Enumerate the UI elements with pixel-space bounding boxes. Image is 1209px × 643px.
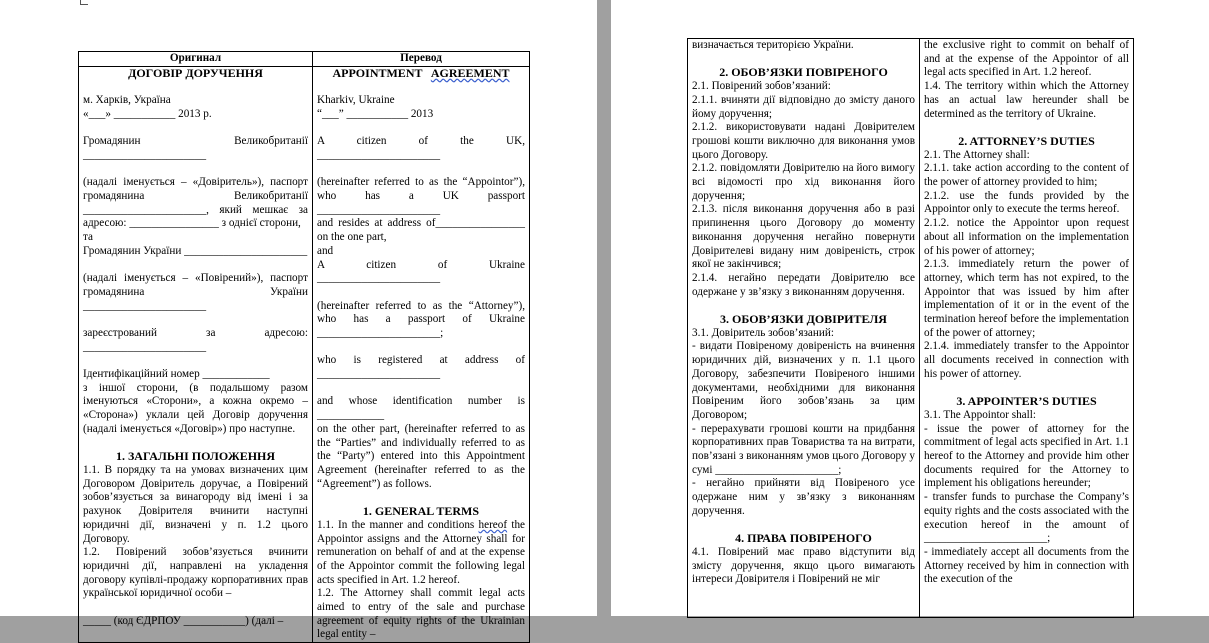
text-block: A citizen of Ukraine ______________________ <box>317 258 525 285</box>
text-block: визначається територією України. <box>692 39 854 51</box>
text-block: (надалі іменується – «Повірений»), паспорт громадянина України ______________________ <box>83 272 308 312</box>
text-block: «___» ___________ 2013 р. <box>83 107 212 120</box>
spellcheck-word: AGREEMENT <box>430 65 510 80</box>
page-corner-mark <box>80 0 88 5</box>
text-block: (hereinafter referred to as the “Appointor”), who has a UK passport ______________________ <box>317 176 525 216</box>
text-block: - issue the power of attorney for the commitment of legal acts specified in Art. 1.1 hereof to the Attorney and provide him other documents required for the Attorney to implement his obligations hereunder; <box>924 422 1129 490</box>
text-block: 2.1. Повірений зобов’язаний: <box>692 80 831 93</box>
text-block: and resides at address of________________ on the one part, <box>317 217 525 244</box>
text-block: and whose identification number is ____________ <box>317 395 525 422</box>
text-block: 1.1. В порядку та на умовах визначених цим Договором Довіритель доручає, а Повірений зобов’язується за винагороду від імені і за рахунок Довірителя вчинити наступні юридичні дії, визначені у п. 1.2 цього Договору. <box>83 463 308 545</box>
text-block: and <box>317 244 334 257</box>
section-heading: 2. ОБОВ’ЯЗКИ ПОВІРЕНОГО <box>719 65 888 80</box>
text-block: 2.1.2. повідомляти Довірителю на його вимогу всі відомості про хід виконання його доручення; <box>692 162 915 202</box>
text-block: 2.1.2. використовувати надані Довірителем грошові кошти виключно для виконання умов цього Договору. <box>692 121 915 161</box>
text-block: та <box>83 231 93 244</box>
document-page-2 <box>611 0 1209 616</box>
translation-table-2 <box>687 38 1134 618</box>
section-heading: 1. ЗАГАЛЬНІ ПОЛОЖЕННЯ <box>115 449 276 464</box>
text-block: 2.1.1. вчиняти дії відповідно до змісту даного йому доручення; <box>692 93 915 120</box>
text-block: 2.1.1. take action according to the content of the power of attorney provided to him; <box>924 162 1129 189</box>
section-heading: 1. GENERAL TERMS <box>362 504 480 519</box>
text-block: Ідентифікаційний номер ____________ <box>83 368 270 381</box>
text-block: 2.1.4. негайно передати Довірителю все одержане у зв’язку з виконанням доручення. <box>692 271 915 298</box>
column-header-original: Оригинал <box>79 52 313 67</box>
text-block: _____ (код ЄДРПОУ ___________) (далі – <box>83 614 284 627</box>
text-block: 2.1. The Attorney shall: <box>924 148 1030 161</box>
title-ua: ДОГОВІР ДОРУЧЕННЯ <box>128 65 263 80</box>
text-block: - transfer funds to purchase the Company’s equity rights and the costs associated with the execution hereof in the amount of ______________________; <box>924 491 1129 545</box>
text-block: on the other part, (hereinafter referred to as the “Parties” and individually referred to as the “Party”) entered into this Appointment Agreement (hereinafter referred to as the “Agreement”) as follows. <box>317 422 525 490</box>
text-block: 2.1.3. після виконання доручення або в разі припинення цього Договору до моменту виконання доручення негайно повернути Довірителеві видану ним довіреність, строк якої не закінчився; <box>692 203 915 271</box>
text-block: 1.1. In the manner and conditions hereof the Appointor assigns and the Attorney shall for remuneration on behalf of and at the expense of the Appointor commit the following legal acts specified in Art. 1.2 hereof. <box>317 518 526 586</box>
translation-table-1 <box>78 51 530 643</box>
text-block: (надалі іменується – «Довіритель»), паспорт громадянина Великобританії ______________________, який мешкає за адресою: ________________ з однієї сторони, <box>83 176 308 230</box>
section-heading: 2. ATTORNEY’S DUTIES <box>958 133 1095 148</box>
text-block: 1.2. The Attorney shall commit legal acts aimed to entry of the sale and purchase agreement of equity rights of the Ukrainian legal entity – <box>317 587 525 641</box>
translation-column <box>920 39 1134 618</box>
column-header-translation: Перевод <box>313 52 530 67</box>
spellcheck-word: hereof <box>478 518 508 531</box>
text-block: 2.1.2. notice the Appointor upon request about all information on the implementation of his power of attorney; <box>924 217 1129 257</box>
text-block: 3.1. The Appointor shall: <box>924 408 1036 421</box>
text-block: Kharkiv, Ukraine <box>317 94 395 107</box>
text-block: “___” ___________ 2013 <box>317 107 434 120</box>
text-block: 2.1.4. immediately transfer to the Appointor all documents received in connection with his power of attorney. <box>924 340 1129 380</box>
text-block: 3.1. Довіритель зобов’язаний: <box>692 326 834 339</box>
section-heading: 3. ОБОВ’ЯЗКИ ДОВІРИТЕЛЯ <box>720 312 887 327</box>
text-block: 2.1.2. use the funds provided by the Appointor only to execute the terms hereof. <box>924 189 1129 216</box>
translation-column <box>313 66 530 642</box>
text-block: - негайно прийняти від Повіреного усе одержане ним у зв’язку з виконанням доручення. <box>692 477 915 517</box>
text-block: 1.2. Повірений зобов’язується вчинити юридичні дії, направлені на укладення договору купівлі-продажу корпоративних прав української юридичної особи – <box>83 546 308 600</box>
text-block: - видати Повіреному довіреність на вчинення юридичних дій, визначених у п. 1.1 цього Договору, забезпечити Повіреного іншими документами, необхідними для виконання Повіреним його зобов’язань за цим Договором; <box>692 340 915 421</box>
text-block: A citizen of the UK, ______________________ <box>317 135 525 161</box>
title-en: APPOINTMENT AGREEMENT <box>332 65 510 80</box>
text-block: Громадянин України ______________________ <box>83 244 308 257</box>
text-block: м. Харків, Україна <box>83 94 171 107</box>
text-block: з іншої сторони, (в подальшому разом іменуються «Сторони», а кожна окремо – «Сторона») уклали цей Договір доручення (надалі іменується «Договір») про наступне. <box>83 381 308 435</box>
text-block: 1.4. The territory within which the Attorney has an actual law hereunder shall be determined as the territory of Ukraine. <box>924 80 1129 120</box>
text-block: 2.1.3. immediately return the power of attorney, which term has not expired, to the Appointor that was issued by him after implementation of it or in the event of the termination hereof before the implementation of the power of attorney; <box>924 258 1129 339</box>
text-block: - immediately accept all documents from the Attorney received by him in connection with the execution of the <box>924 545 1129 586</box>
text-block: who is registered at address of ______________________ <box>317 354 525 381</box>
section-heading: 4. ПРАВА ПОВІРЕНОГО <box>735 531 872 546</box>
text-block: зареєстрований за адресою: ______________________ <box>83 326 308 353</box>
text-block: Громадянин Великобританії ______________________ <box>83 135 308 161</box>
text-block: - перерахувати грошові кошти на придбання корпоративних прав Товариства та на витрати, пов’язані з виконанням умов цього Договору у сумі ______________________; <box>692 422 915 476</box>
original-column <box>688 39 920 618</box>
original-column <box>79 66 313 642</box>
section-heading: 3. APPOINTER’S DUTIES <box>956 394 1097 409</box>
text-block: (hereinafter referred to as the “Attorney”), who has a passport of Ukraine ______________________; <box>317 299 525 339</box>
document-page-1 <box>0 0 597 641</box>
text-block: 4.1. Повірений має право відступити від змісту доручення, якщо цього вимагають інтереси Довірителя і Повірений не міг <box>692 545 915 586</box>
text-block: the exclusive right to commit on behalf of and at the expense of the Appointor of all legal acts specified in Art. 1.2 hereof. <box>924 39 1129 79</box>
